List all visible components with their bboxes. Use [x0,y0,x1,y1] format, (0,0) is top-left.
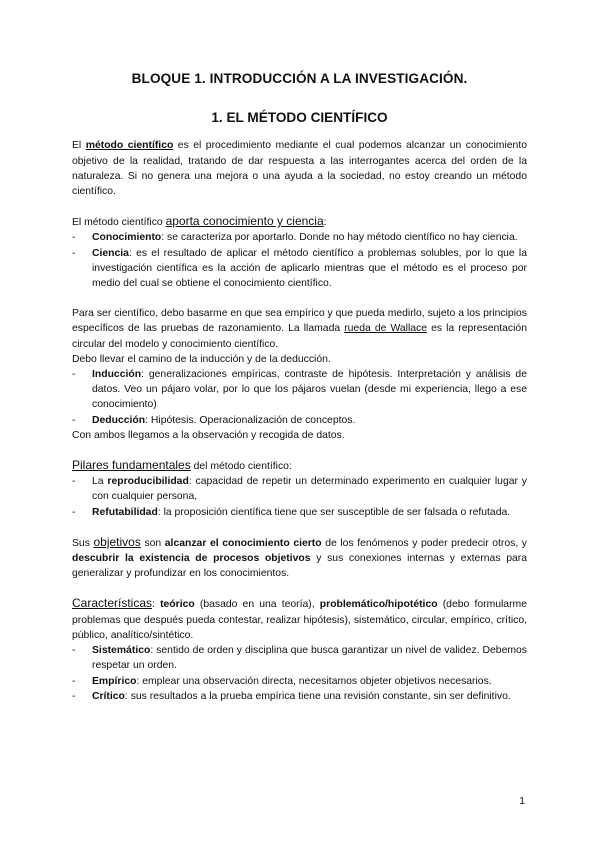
camino-paragraph: Debo llevar el camino de la inducción y de la deducción. [72,353,331,365]
pilares-paragraph: Pilares fundamentales del método científico: [72,458,292,473]
aporta-highlight: aporta conocimiento y ciencia [165,214,324,229]
list-item: - Empírico: emplear una observación directa, necesitamos objeter objetivos necesarios. [92,674,527,689]
document-title: BLOQUE 1. INTRODUCCIÓN A LA INVESTIGACIÓN. [131,71,468,86]
list-item: - Ciencia: es el resultado de aplicar el método científico a problemas solubles, por lo que la investigación científica es la acción de aplicarlo mientras que el método es el proceso por medio del cual se obtiene el conocimiento científico. [92,246,527,292]
caracteristicas-highlight: Características [72,596,153,611]
objetivos-paragraph: Sus objetivos son alcanzar el conocimiento cierto de los fenómenos y poder predecir otros, y descubrir la existencia de procesos objetivos y sus conexiones internas y externas para generalizar y profundizar en los conocimientos. [72,534,527,580]
aporta-list [72,230,527,291]
observacion-paragraph: Con ambos llegamos a la observación y recogida de datos. [72,429,345,441]
list-item: - Deducción: Hipótesis. Operacionalización de conceptos. [92,413,527,428]
list-item: - Refutabilidad: la proposición científica tiene que ser susceptible de ser falsada o refutada. [92,505,527,520]
camino-list [72,367,527,428]
term-metodo-cientifico: método científico [85,140,174,152]
objetivos-highlight: objetivos [93,534,141,549]
caracteristicas-paragraph: Características: teórico (basado en una teoría), problemático/hipotético (debo formularme problemas que después pueda contestar, realizar hipótesis), sistemático, circular, empírico, crítico, público, analítico/sintético. [72,596,527,641]
list-item: - Conocimiento: se caracteriza por aportarlo. Donde no hay método científico no hay ciencia. [92,230,527,245]
list-item: - Crítico: sus resultados a la prueba empírica tiene una revisión constante, sin ser definitivo. [92,689,527,704]
document-page [72,66,527,704]
page-number: 1 [519,796,525,807]
pilares-highlight: Pilares fundamentales [72,458,191,473]
section-title: 1. EL MÉTODO CIENTÍFICO [211,110,388,126]
intro-paragraph: El método científico es el procedimiento mediante el cual podemos alcanzar un conocimiento objetivo de la realidad, tratando de dar respuesta a las interrogantes acerca del orden de la naturaleza. Si no genera una mejora o una ayuda a la sociedad, no estoy creando un método científico. [72,140,527,198]
pilares-list [72,474,527,520]
list-item: - Sistemático: sentido de orden y disciplina que busca garantizar un nivel de validez. Debemos respetar un orden. [92,643,527,673]
aporta-paragraph: El método científico aporta conocimiento y ciencia: [72,214,327,229]
cientifico-paragraph: Para ser científico, debo basarme en que sea empírico y que pueda medirlo, sujeto a los principios específicos de las pruebas de razonamiento. La llamada rueda de Wallace es la representación circular del modelo y conocimiento científico. [72,308,527,350]
list-item: - La reproducibilidad: capacidad de repetir un determinado experimento en cualquier lugar y con cualquier persona, [92,474,527,504]
rueda-wallace-link: rueda de Wallace [344,323,428,335]
list-item: - Inducción: generalizaciones empíricas, contraste de hipótesis. Interpretación y análisis de datos. Veo un pájaro volar, por lo que los pájaros vuelan (desde mi experiencia, llego a ese conocimiento) [92,367,527,413]
caracteristicas-list [72,643,527,704]
